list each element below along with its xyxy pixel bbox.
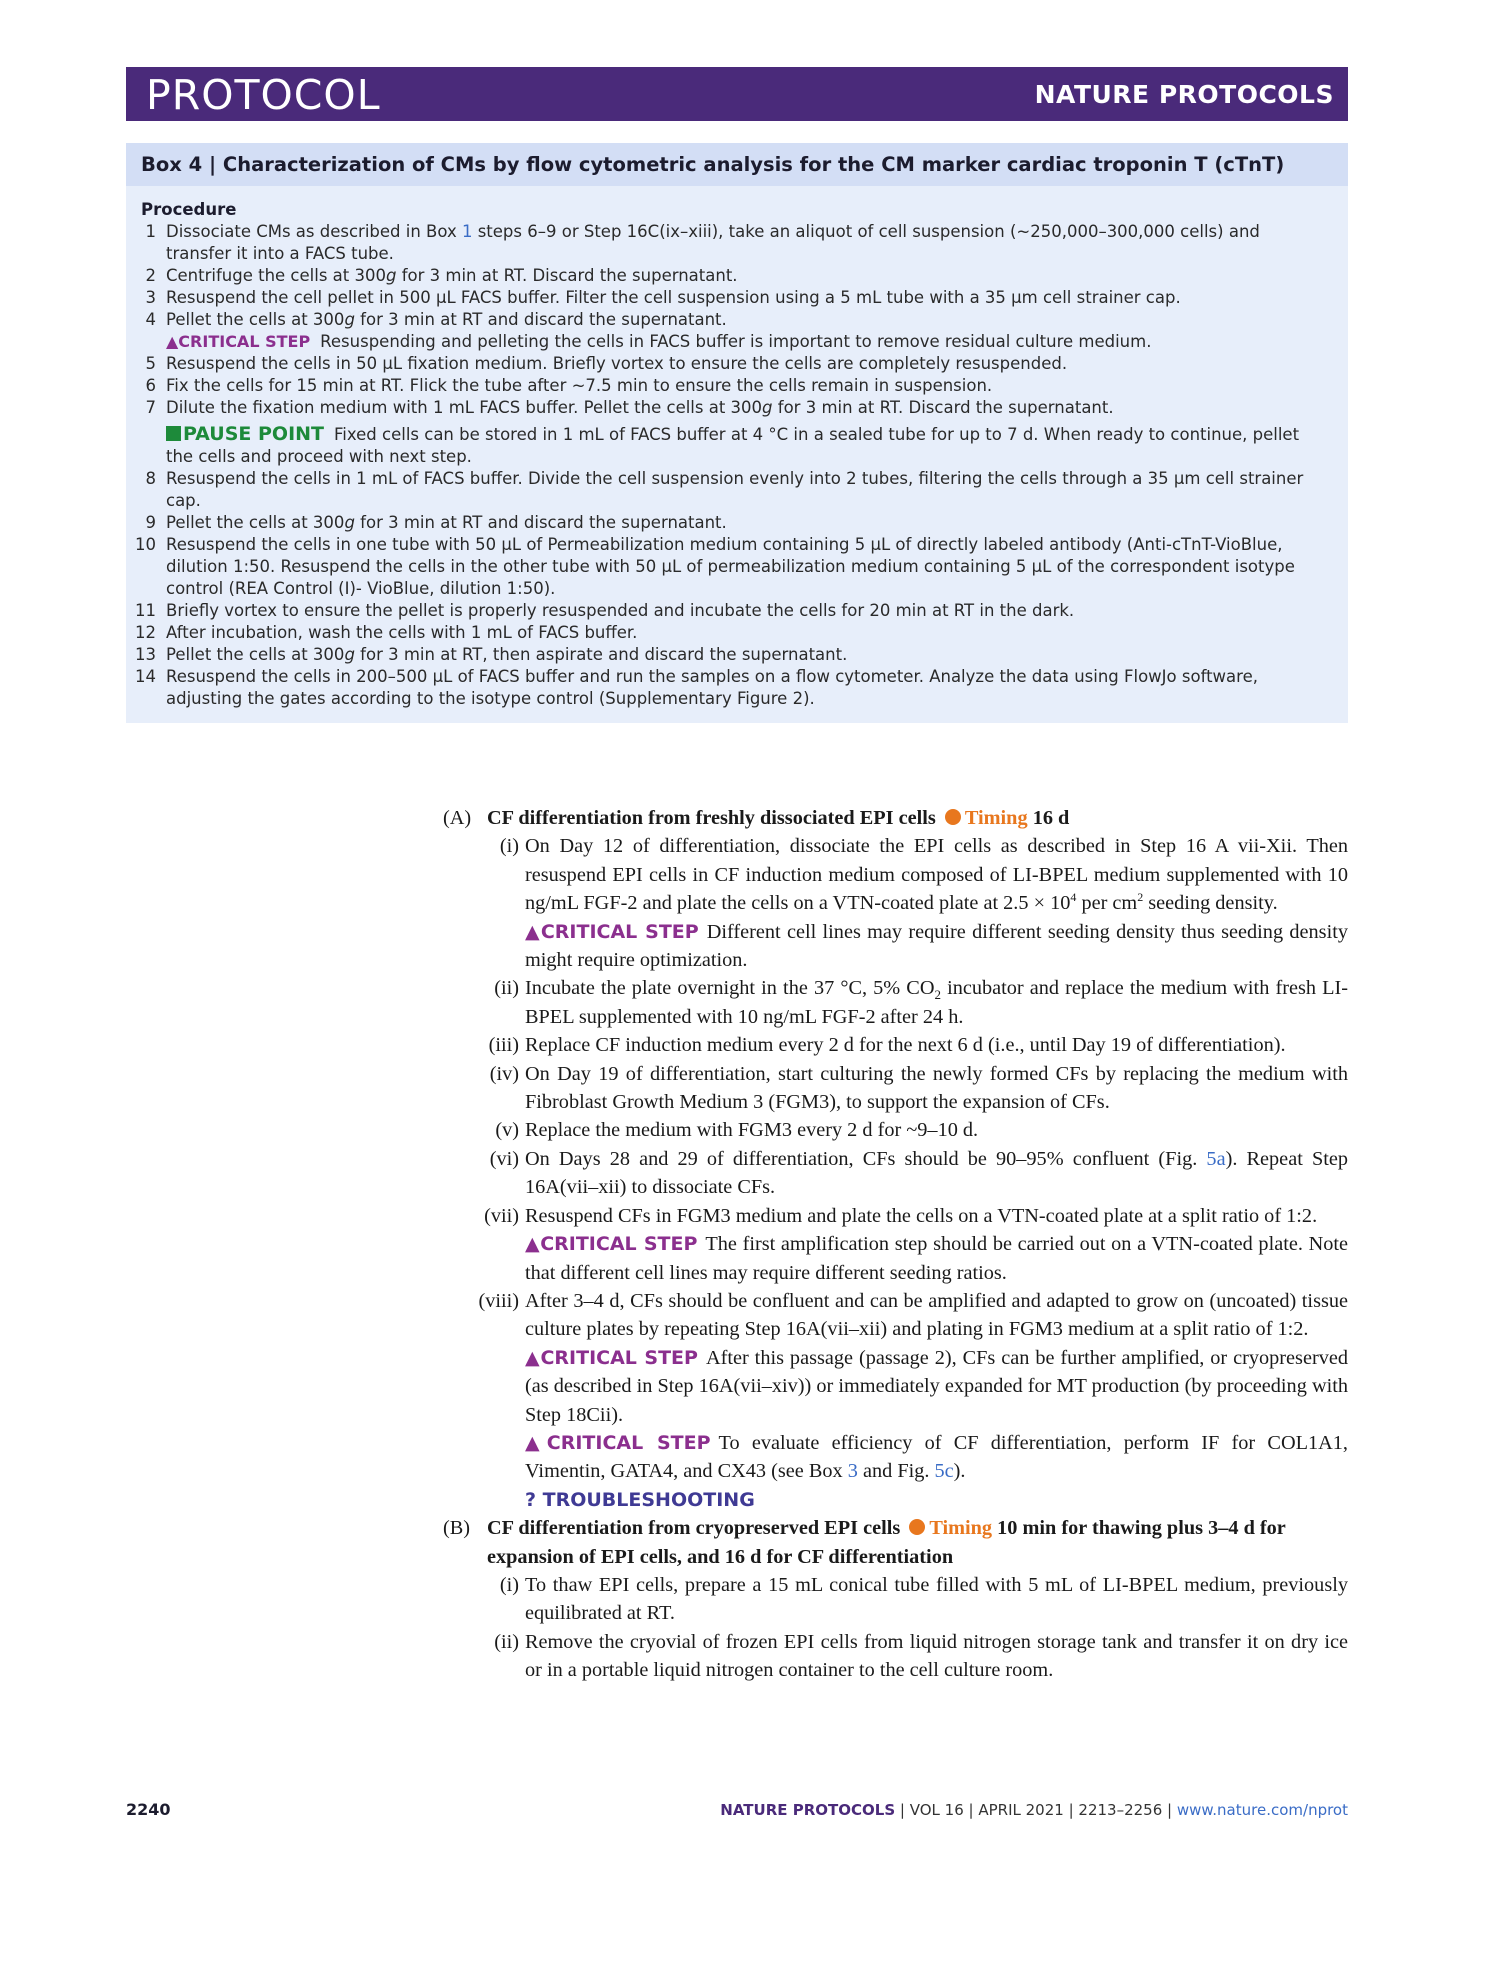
substep-a-iv: (iv) On Day 19 of differentiation, start culturing the newly formed CFs by replacing the medium with Fibroblast Growth Medium 3 (FGM3), to support the expansion of CFs. [489, 1062, 1348, 1114]
box-step: 9 Pellet the cells at 300g for 3 min at RT and discard the supernatant. [145, 513, 727, 532]
section-b-title: CF differentiation from cryopreserved EPI cells [487, 1517, 901, 1540]
pause-point-note: PAUSE POINT Fixed cells can be stored in 1 mL of FACS buffer at 4 °C in a sealed tube for up to 7 d. When ready to continue, pellet the cells and proceed with next step. [166, 423, 1300, 466]
procedure-heading: Procedure [141, 200, 237, 219]
section-a: (A) CF differentiation from freshly dissociated EPI cells Timing 16 d [443, 807, 1070, 829]
box-step: 7 Dilute the fixation medium with 1 mL FACS buffer. Pellet the cells at 300g for 3 min at RT. Discard the supernatant. [145, 398, 1114, 417]
critical-step-label: ▲CRITICAL STEP [525, 1431, 711, 1454]
box-step: 11 Briefly vortex to ensure the pellet is properly resuspended and incubate the cells for 20 min at RT in the dark. [135, 601, 1075, 620]
fig-5c-link[interactable]: 5c [934, 1460, 954, 1483]
box-4 [126, 143, 1348, 723]
critical-step-note: ▲CRITICAL STEP Different cell lines may require different seeding density thus seeding density might require optimization. [525, 920, 1348, 972]
pause-point-label: PAUSE POINT [166, 423, 324, 445]
section-b: (B) CF differentiation from cryopreserved EPI cells Timing 10 min for thawing plus 3–4 d for expansion of EPI cells, and 16 d for CF differentiation [443, 1517, 1286, 1568]
box-1-link[interactable]: 1 [461, 222, 473, 241]
critical-step-label: ▲CRITICAL STEP [166, 332, 311, 351]
box-title-bar [126, 143, 1348, 186]
section-label: PROTOCOL [146, 71, 381, 119]
box-step: 6 Fix the cells for 15 min at RT. Flick the tube after ~7.5 min to ensure the cells remain in suspension. [145, 376, 993, 395]
critical-step-note: ▲CRITICAL STEP After this passage (passage 2), CFs can be further amplified, or cryopreserved (as described in Step 16A(vii–xiv)) or immediately expanded for MT production (by proceeding with Step 18Cii). [525, 1346, 1348, 1426]
substep-b-ii: (ii) Remove the cryovial of frozen EPI cells from liquid nitrogen storage tank and transfer it on dry ice or in a portable liquid nitrogen container to the cell culture room. [494, 1630, 1348, 1682]
critical-step-label: ▲CRITICAL STEP [525, 920, 699, 943]
box-step: 5 Resuspend the cells in 50 µL fixation medium. Briefly vortex to ensure the cells are completely resuspended. [145, 354, 1068, 373]
header-bar [126, 67, 1348, 121]
critical-step-note: ▲CRITICAL STEP Resuspending and pelleting the cells in FACS buffer is important to remove residual culture medium. [166, 332, 1152, 351]
substep-a-vii: (vii) Resuspend CFs in FGM3 medium and plate the cells on a VTN-coated plate at a split ratio of 1:2. [484, 1204, 1318, 1227]
box-procedure [126, 199, 1348, 710]
critical-step-label: ▲CRITICAL STEP [525, 1233, 698, 1256]
timing-dot-icon [909, 1519, 925, 1535]
substep-a-viii: (viii) After 3–4 d, CFs should be confluent and can be amplified and adapted to grow on (uncoated) tissue culture plates by repeating Step 16A(vii–xii) and plating in FGM3 medium at a split ratio of 1:2. [478, 1289, 1348, 1341]
box-step: 2 Centrifuge the cells at 300g for 3 min at RT. Discard the supernatant. [145, 266, 738, 285]
journal-url-link[interactable]: www.nature.com/nprot [1176, 1801, 1348, 1819]
box-step: 8 Resuspend the cells in 1 mL of FACS buffer. Divide the cell suspension evenly into 2 tubes, filtering the cells through a 35 µm cell strainer cap. [145, 469, 1304, 510]
substep-a-ii: (ii) Incubate the plate overnight in the 37 °C, 5% $CO_2$ incubator and replace the medium with fresh LI-BPEL supplemented with 10 ng/mL FGF-2 after 24 h. [494, 977, 1348, 1028]
critical-step-note: ▲CRITICAL STEP The first amplification step should be carried out on a VTN-coated plate. Note that different cell lines may require different seeding ratios. [525, 1233, 1348, 1284]
page-number: 2240 [126, 1800, 171, 1819]
troubleshooting-note [443, 1486, 1348, 1514]
fig-5a-link[interactable]: 5a [1206, 1147, 1226, 1170]
journal-name: NATURE PROTOCOLS [1034, 80, 1334, 109]
substep-a-vi: (vi) On Days 28 and 29 of differentiation, CFs should be 90–95% confluent (Fig. 5a). Repeat Step 16A(vii–xii) to dissociate CFs. [489, 1147, 1348, 1199]
box-step: 4 Pellet the cells at 300g for 3 min at RT and discard the supernatant. [145, 310, 727, 329]
critical-step-note: ▲CRITICAL STEP To evaluate efficiency of CF differentiation, perform IF for COL1A1, Vimentin, GATA4, and CX43 (see Box 3 and Fig. 5c). [525, 1431, 1348, 1483]
main-text [443, 804, 1348, 1685]
footer-citation: NATURE PROTOCOLS | VOL 16 | APRIL 2021 | 2213–2256 | www.nature.com/nprot [720, 1801, 1348, 1819]
box-step: 1 Dissociate CMs as described in Box 1 steps 6–9 or Step 16C(ix–xiii), take an aliquot of cell suspension (~250,000–300,000 cells) and transfer it into a FACS tube. [145, 222, 1260, 263]
section-a-title: CF differentiation from freshly dissociated EPI cells [487, 807, 936, 829]
box-step: 14 Resuspend the cells in 200–500 µL of FACS buffer and run the samples on a flow cytometer. Analyze the data using FlowJo software, adjusting the gates according to the isotype control (Supplementary Figure 2). [135, 667, 1258, 708]
troubleshooting-label[interactable]: ? TROUBLESHOOTING [525, 1488, 755, 1511]
critical-step-label: ▲CRITICAL STEP [525, 1346, 698, 1369]
timing-dot-icon [945, 809, 961, 825]
substep-a-v: (v) Replace the medium with FGM3 every 2 d for ~9–10 d. [495, 1119, 979, 1142]
box-title: Box 4 | Characterization of CMs by flow cytometric analysis for the CM marker cardiac troponin T (cTnT) [141, 153, 1285, 176]
box-step: 12 After incubation, wash the cells with 1 mL of FACS buffer. [135, 623, 638, 642]
substep-a-i: (i) On Day 12 of differentiation, dissociate the EPI cells as described in Step 16 A vii-Xii. Then resuspend EPI cells in CF induction medium composed of LI-BPEL medium supplemented with 10 ng/mL FGF-2 and plate the cells on a VTN-coated plate at $2.5 \times 10^4$ per $cm^2$ seeding density. [499, 835, 1348, 915]
box-3-link[interactable]: 3 [847, 1460, 858, 1483]
substep-b-i: (i) To thaw EPI cells, prepare a 15 mL conical tube filled with 5 mL of LI-BPEL medium, previously equilibrated at RT. [499, 1573, 1348, 1625]
box-step: 3 Resuspend the cell pellet in 500 µL FACS buffer. Filter the cell suspension using a 5 mL tube with a 35 µm cell strainer cap. [145, 288, 1181, 307]
box-step: 13 Pellet the cells at 300g for 3 min at RT, then aspirate and discard the supernatant. [135, 645, 848, 664]
substep-a-iii: (iii) Replace CF induction medium every 2 d for the next 6 d (i.e., until Day 19 of differentiation). [488, 1034, 1286, 1057]
box-step: 10 Resuspend the cells in one tube with 50 µL of Permeabilization medium containing 5 µL of directly labeled antibody (Anti-cTnT-VioBlue, dilution 1:50. Resuspend the cells in the other tube with 50 µL of permeabilization medium containing 5 µL of the correspondent isotype control (REA Control (I)- VioBlue, dilution 1:50). [135, 535, 1295, 598]
pause-square-icon [166, 426, 181, 441]
